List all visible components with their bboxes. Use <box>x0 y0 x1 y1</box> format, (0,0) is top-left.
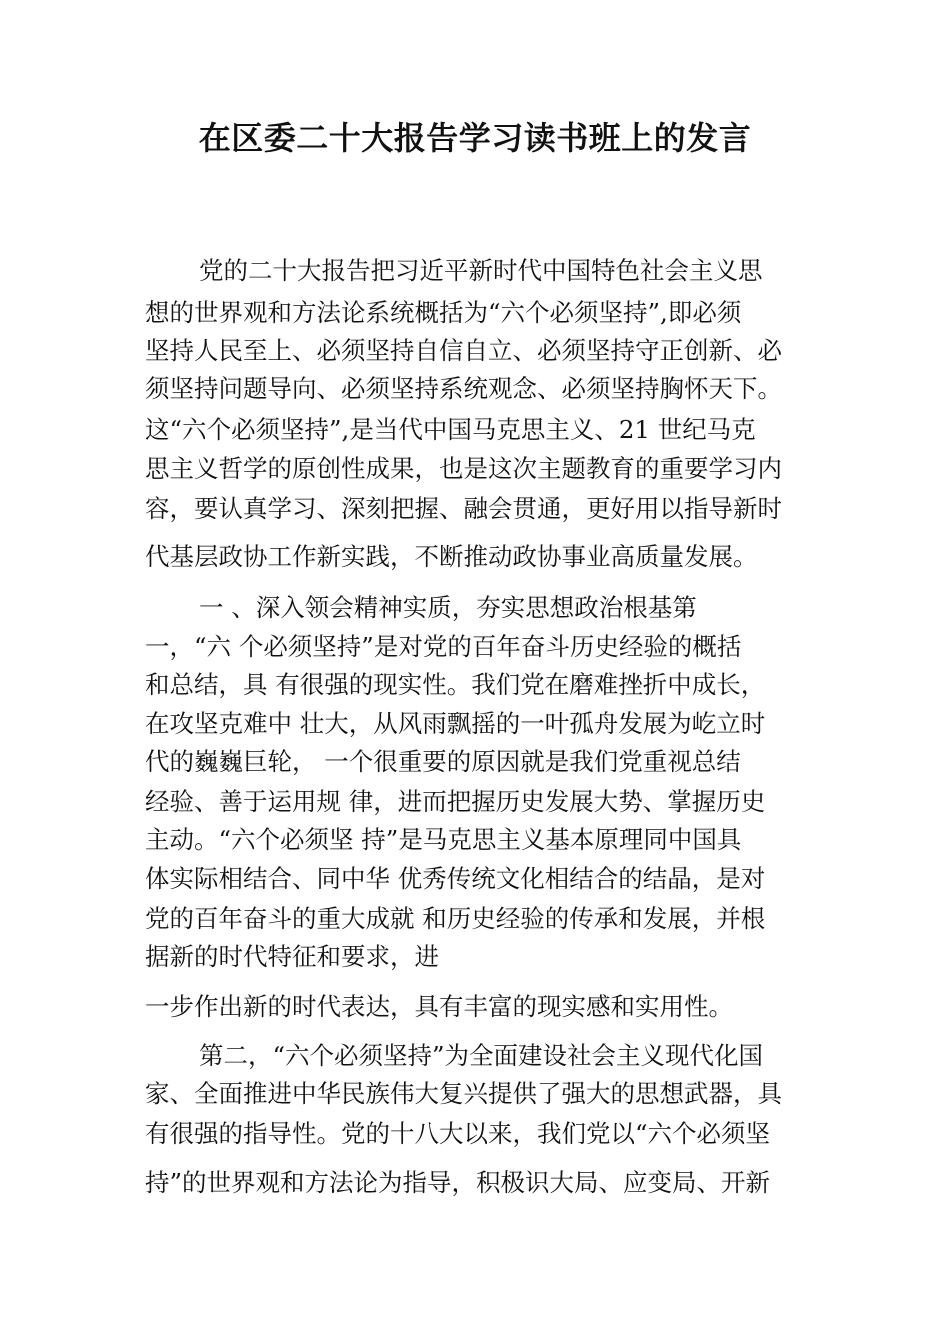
text-line: 想的世界观和方法论系统概括为“六个必须坚持”,即必须 <box>145 298 742 327</box>
text-line: 第二，“六个必须坚持”为全面建设社会主义现代化国 <box>199 1041 764 1070</box>
text-line: 党的二十大报告把习近平新时代中国特色社会主义思 <box>199 256 763 285</box>
text-line: 据新的时代特征和要求，进 <box>145 942 439 971</box>
text-line: 和总结，具 有很强的现实性。我们党在磨难挫折中成长， <box>145 670 766 699</box>
document-title: 在区委二十大报告学习读书班上的发言 <box>198 119 752 157</box>
text-line: 一，“六 个必须坚持”是对党的百年奋斗历史经验的概括 <box>145 632 742 661</box>
text-line: 代的巍巍巨轮， 一个很重要的原因就是我们党重视总结 <box>145 747 741 776</box>
text-line: 主动。“六个必须坚 持”是马克思主义基本原理同中国具 <box>145 825 742 854</box>
text-line: 有很强的指导性。党的十八大以来，我们党以“六个必须坚 <box>145 1119 771 1148</box>
text-line: 体实际相结合、同中华 优秀传统文化相结合的结晶，是对 <box>145 864 766 893</box>
text-line: 容，要认真学习、深刻把握、融会贯通，更好用以指导新时 <box>145 494 782 523</box>
section-heading: 一 、深入领会精神实质，夯实思想政治根基第 <box>199 593 697 622</box>
text-line: 家、全面推进中华民族伟大复兴提供了强大的思想武器，具 <box>145 1079 782 1108</box>
text-line: 代基层政协工作新实践，不断推动政协事业高质量发展。 <box>145 542 758 571</box>
text-line: 一步作出新的时代表达，具有丰富的现实感和实用性。 <box>145 992 733 1021</box>
text-line: 坚持人民至上、必须坚持自信自立、必须坚持守正创新、必 <box>145 336 782 365</box>
text-line: 持”的世界观和方法论为指导，积极识大局、应变局、开新 <box>145 1168 771 1197</box>
text-line: 经验、善于运用规 律，进而把握历史发展大势、掌握历史 <box>145 787 766 816</box>
text-line: 这“六个必须坚持”,是当代中国马克思主义、21 世纪马克 <box>145 415 756 444</box>
text-line: 党的百年奋斗的重大成就 和历史经验的传承和发展，并根 <box>145 904 766 933</box>
text-line: 思主义哲学的原创性成果，也是这次主题教育的重要学习内 <box>145 454 782 483</box>
text-line: 在攻坚克难中 壮大，从风雨飘摇的一叶孤舟发展为屹立时 <box>145 709 766 738</box>
text-line: 须坚持问题导向、必须坚持系统观念、必须坚持胸怀天下。 <box>145 374 782 403</box>
